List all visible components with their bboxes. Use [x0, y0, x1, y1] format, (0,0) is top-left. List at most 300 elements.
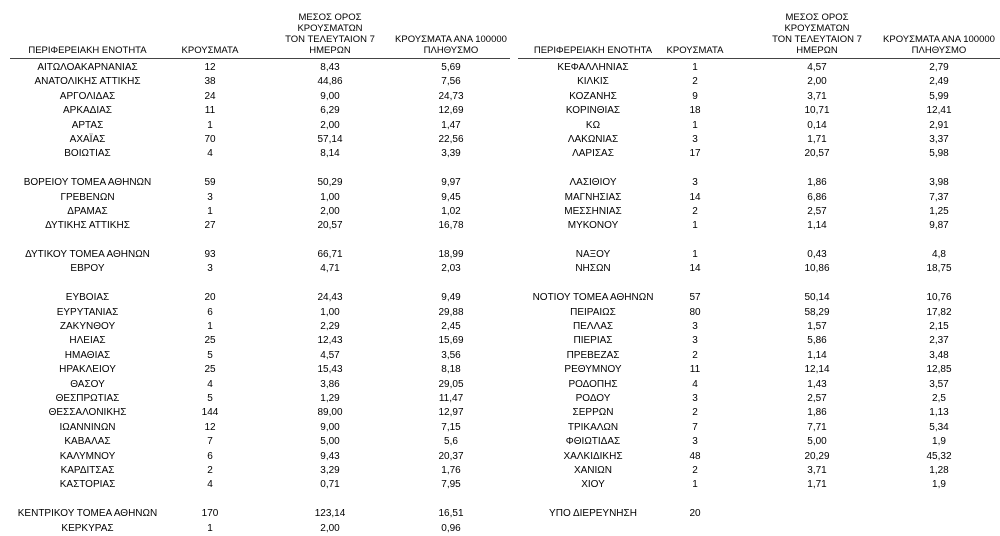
cell-per-100k: 15,69: [438, 335, 464, 347]
cell-average: 2,00: [320, 119, 340, 131]
cell-region: ΧΑΛΚΙΔΙΚΗΣ: [563, 450, 623, 462]
header-region: ΠΕΡΙΦΕΡΕΙΑΚΗ ΕΝΟΤΗΤΑ: [28, 45, 147, 56]
cell-per-100k: 1,9: [932, 436, 946, 448]
table-row: [518, 234, 1000, 248]
cell-per-100k: 2,91: [929, 119, 949, 131]
cell-cases: 4: [692, 378, 698, 390]
cell-cases: 6: [207, 450, 213, 462]
left-table-header: [10, 12, 510, 59]
left-table: [10, 0, 510, 534]
table-row: [10, 162, 510, 176]
cell-average: 24,43: [317, 292, 343, 304]
cell-average: 2,57: [807, 205, 827, 217]
cell-cases: 18: [689, 105, 701, 117]
cell-region: ΝΟΤΙΟΥ ΤΟΜΕΑ ΑΘΗΝΩΝ: [532, 292, 654, 304]
cell-average: 3,29: [320, 464, 340, 476]
table-row: [518, 363, 1000, 377]
cell-per-100k: 8,18: [441, 364, 461, 376]
cell-average: 0,71: [320, 479, 340, 491]
cell-per-100k: 20,37: [438, 450, 464, 462]
cell-cases: 1: [207, 321, 213, 333]
cell-per-100k: 29,88: [438, 306, 464, 318]
cell-cases: 12: [204, 62, 216, 73]
cell-region: ΠΕΙΡΑΙΩΣ: [570, 306, 616, 318]
cell-region: ΚΕΝΤΡΙΚΟΥ ΤΟΜΕΑ ΑΘΗΝΩΝ: [17, 508, 158, 520]
table-row: [518, 306, 1000, 320]
cell-per-100k: 24,73: [438, 90, 464, 102]
table-row: [518, 205, 1000, 219]
cell-cases: 70: [204, 133, 216, 145]
cell-per-100k: 17,82: [926, 306, 952, 318]
cell-average: 66,71: [317, 249, 343, 261]
cell-average: 3,71: [807, 464, 827, 476]
cell-average: 12,43: [317, 335, 343, 347]
cell-region: ΛΑΣΙΘΙΟΥ: [569, 177, 617, 189]
cell-region: ΠΕΛΛΑΣ: [572, 321, 614, 333]
cell-region: ΑΡΚΑΔΙΑΣ: [63, 105, 112, 117]
table-row: [10, 522, 510, 536]
cell-average: 0,14: [807, 119, 827, 131]
table-row: [518, 291, 1000, 305]
cell-per-100k: 12,41: [926, 105, 952, 117]
cell-cases: 48: [689, 450, 701, 462]
cell-per-100k: 1,02: [441, 205, 461, 217]
cell-cases: 9: [692, 90, 698, 102]
cell-per-100k: 11,47: [438, 392, 464, 404]
cell-cases: 4: [207, 479, 213, 491]
cell-average: 2,00: [320, 522, 340, 534]
table-row: [518, 435, 1000, 449]
cell-per-100k: 9,45: [441, 191, 461, 203]
cell-cases: 3: [692, 436, 698, 448]
cell-region: ΘΕΣΠΡΩΤΙΑΣ: [55, 392, 120, 404]
cell-per-100k: 1,25: [929, 205, 949, 217]
table-row: [518, 75, 1000, 89]
cell-region: ΡΕΘΥΜΝΟΥ: [564, 364, 622, 376]
cell-cases: 2: [692, 76, 698, 88]
cell-cases: 3: [692, 392, 698, 404]
cell-region: ΗΛΕΙΑΣ: [69, 335, 106, 347]
cell-cases: 7: [207, 436, 213, 448]
cell-average: 20,57: [317, 220, 343, 232]
cell-average: 3,71: [807, 90, 827, 102]
cell-average: 4,57: [807, 62, 827, 73]
table-row: [518, 248, 1000, 262]
table-row: [10, 90, 510, 104]
header-per-100k-line2: ΠΛΗΘΥΣΜΟ: [911, 45, 967, 56]
cell-average: 89,00: [317, 407, 343, 419]
cell-average: 4,71: [320, 263, 340, 275]
left-table-body: [10, 61, 510, 536]
cell-per-100k: 2,79: [929, 62, 949, 73]
table-row: [10, 119, 510, 133]
cell-region: ΧΑΝΙΩΝ: [573, 464, 613, 476]
table-row: [518, 277, 1000, 291]
table-row: [518, 119, 1000, 133]
cell-per-100k: 2,45: [441, 321, 461, 333]
cell-average: 9,43: [320, 450, 340, 462]
cell-region: ΘΕΣΣΑΛΟΝΙΚΗΣ: [48, 407, 127, 419]
table-row: [10, 450, 510, 464]
table-row: [518, 320, 1000, 334]
cell-cases: 3: [692, 177, 698, 189]
cell-cases: 1: [692, 479, 698, 491]
table-row: [518, 406, 1000, 420]
cell-region: ΑΧΑΪΑΣ: [69, 133, 106, 145]
table-row: [10, 334, 510, 348]
cell-per-100k: 9,87: [929, 220, 949, 232]
cell-region: ΗΡΑΚΛΕΙΟΥ: [59, 364, 116, 376]
cell-average: 1,86: [807, 407, 827, 419]
cell-region: ΠΡΕΒΕΖΑΣ: [566, 349, 620, 361]
header-per-100k: [878, 34, 1000, 56]
cell-cases: 1: [207, 522, 213, 534]
cell-per-100k: 1,76: [441, 464, 461, 476]
table-row: [518, 61, 1000, 75]
header-per-100k-line2: ΠΛΗΘΥΣΜΟ: [423, 45, 479, 56]
cell-cases: 25: [204, 335, 216, 347]
cell-region: ΣΕΡΡΩΝ: [572, 407, 614, 419]
cell-cases: 2: [692, 407, 698, 419]
cell-per-100k: 7,56: [441, 76, 461, 88]
cell-average: 8,14: [320, 148, 340, 160]
table-row: [10, 507, 510, 521]
cell-region: ΜΕΣΣΗΝΙΑΣ: [564, 205, 622, 217]
header-region: ΠΕΡΙΦΕΡΕΙΑΚΗ ΕΝΟΤΗΤΑ: [533, 45, 653, 56]
cell-region: ΘΑΣΟΥ: [70, 378, 105, 390]
cell-average: 5,86: [807, 335, 827, 347]
header-per-100k: [395, 34, 507, 56]
cell-per-100k: 7,15: [441, 421, 461, 433]
cell-cases: 14: [689, 191, 701, 203]
cell-cases: 5: [207, 349, 213, 361]
cell-cases: 2: [692, 205, 698, 217]
cell-per-100k: 3,56: [441, 349, 461, 361]
table-row: [518, 147, 1000, 161]
cell-region: ΑΡΓΟΛΙΔΑΣ: [59, 90, 116, 102]
cell-per-100k: 12,97: [438, 407, 464, 419]
cell-average: 1,14: [807, 220, 827, 232]
cell-per-100k: 5,69: [441, 62, 461, 73]
cell-region: ΖΑΚΥΝΘΟΥ: [59, 321, 116, 333]
cell-per-100k: 1,13: [929, 407, 949, 419]
header-average-line2: ΤΟΝ ΤΕΛΕΥΤΑΙΟΝ 7: [772, 34, 862, 45]
header-average-line2: ΤΟΝ ΤΕΛΕΥΤΑΙΟΝ 7: [285, 34, 375, 45]
cell-cases: 5: [207, 392, 213, 404]
cell-per-100k: 5,6: [444, 436, 458, 448]
cell-average: 10,86: [804, 263, 830, 275]
cell-region: ΜΑΓΝΗΣΙΑΣ: [564, 191, 622, 203]
cell-average: 58,29: [804, 306, 830, 318]
cell-region: ΒΟΙΩΤΙΑΣ: [64, 148, 111, 160]
cell-cases: 59: [204, 177, 216, 189]
cell-region: ΚΕΡΚΥΡΑΣ: [61, 522, 114, 534]
table-row: [518, 162, 1000, 176]
cell-per-100k: 7,37: [929, 191, 949, 203]
cell-region: ΚΑΛΥΜΝΟΥ: [59, 450, 116, 462]
header-average-line3: ΗΜΕΡΩΝ: [309, 45, 351, 56]
cell-per-100k: 1,9: [932, 479, 946, 491]
cell-per-100k: 3,48: [929, 349, 949, 361]
cell-cases: 1: [692, 119, 698, 131]
cell-region: ΑΝΑΤΟΛΙΚΗΣ ΑΤΤΙΚΗΣ: [34, 76, 141, 88]
cell-average: 4,57: [320, 349, 340, 361]
cell-cases: 25: [204, 364, 216, 376]
cell-per-100k: 3,39: [441, 148, 461, 160]
cell-per-100k: 3,57: [929, 378, 949, 390]
table-row: [10, 205, 510, 219]
table-row: [518, 104, 1000, 118]
cell-average: 57,14: [317, 133, 343, 145]
table-row: [10, 435, 510, 449]
table-row: [10, 133, 510, 147]
cell-region: ΒΟΡΕΙΟΥ ΤΟΜΕΑ ΑΘΗΝΩΝ: [23, 177, 152, 189]
cell-average: 1,57: [807, 321, 827, 333]
cell-average: 6,29: [320, 105, 340, 117]
cell-region: ΚΑΡΔΙΤΣΑΣ: [60, 464, 115, 476]
cell-region: ΑΡΤΑΣ: [71, 119, 104, 131]
right-table-body: [518, 61, 1000, 522]
cell-average: 44,86: [317, 76, 343, 88]
cell-average: 9,00: [320, 421, 340, 433]
cell-cases: 3: [207, 263, 213, 275]
cell-average: 2,00: [807, 76, 827, 88]
header-per-100k-line1: ΚΡΟΥΣΜΑΤΑ ΑΝΑ 100000: [395, 34, 507, 45]
header-average-line3: ΗΜΕΡΩΝ: [796, 45, 838, 56]
table-row: [10, 378, 510, 392]
cell-cases: 11: [204, 105, 216, 117]
table-row: [518, 493, 1000, 507]
cell-per-100k: 2,15: [929, 321, 949, 333]
cell-region: ΚΙΛΚΙΣ: [577, 76, 609, 88]
cell-cases: 80: [689, 306, 701, 318]
cell-average: 15,43: [317, 364, 343, 376]
header-average: [270, 12, 390, 56]
cell-region: ΚΑΣΤΟΡΙΑΣ: [59, 479, 116, 491]
cell-per-100k: 2,5: [932, 392, 946, 404]
header-average: [754, 12, 880, 56]
header-cases: ΚΡΟΥΣΜΑΤΑ: [181, 45, 239, 56]
cell-cases: 38: [204, 76, 216, 88]
cell-cases: 6: [207, 306, 213, 318]
cell-cases: 93: [204, 249, 216, 261]
cell-cases: 2: [692, 464, 698, 476]
table-row: [10, 61, 510, 75]
cell-region: ΚΩ: [585, 119, 601, 131]
cell-region: ΗΜΑΘΙΑΣ: [64, 349, 111, 361]
header-cases: ΚΡΟΥΣΜΑΤΑ: [666, 45, 724, 56]
cell-average: 2,00: [320, 205, 340, 217]
cell-average: 3,86: [320, 378, 340, 390]
header-average-line1: ΜΕΣΟΣ ΟΡΟΣ ΚΡΟΥΣΜΑΤΩΝ: [297, 12, 363, 34]
cell-cases: 1: [692, 220, 698, 232]
cell-per-100k: 4,8: [932, 249, 946, 261]
cell-per-100k: 2,03: [441, 263, 461, 275]
cell-region: ΚΕΦΑΛΛΗΝΙΑΣ: [557, 62, 629, 73]
cell-per-100k: 29,05: [438, 378, 464, 390]
table-row: [518, 450, 1000, 464]
cell-region: ΥΠΟ ΔΙΕΡΕΥΝΗΣΗ: [549, 508, 637, 520]
table-row: [518, 133, 1000, 147]
cell-cases: 3: [692, 321, 698, 333]
cell-per-100k: 5,99: [929, 90, 949, 102]
cell-average: 1,00: [320, 306, 340, 318]
cell-region: ΕΥΒΟΙΑΣ: [65, 292, 110, 304]
cell-average: 12,14: [804, 364, 830, 376]
table-row: [10, 219, 510, 233]
cell-cases: 1: [207, 119, 213, 131]
cell-region: ΝΑΞΟΥ: [575, 249, 611, 261]
cell-cases: 57: [689, 292, 701, 304]
cell-region: ΕΥΡΥΤΑΝΙΑΣ: [56, 306, 119, 318]
cell-region: ΧΙΟΥ: [581, 479, 605, 491]
cell-per-100k: 5,98: [929, 148, 949, 160]
cell-cases: 20: [204, 292, 216, 304]
table-row: [10, 147, 510, 161]
table-row: [10, 421, 510, 435]
cell-cases: 12: [204, 421, 216, 433]
cell-average: 2,57: [807, 392, 827, 404]
cell-average: 6,86: [807, 191, 827, 203]
cell-cases: 17: [689, 148, 701, 160]
cell-per-100k: 16,78: [438, 220, 464, 232]
cell-region: ΦΘΙΩΤΙΔΑΣ: [565, 436, 621, 448]
cell-cases: 24: [204, 90, 216, 102]
cell-region: ΑΙΤΩΛΟΑΚΑΡΝΑΝΙΑΣ: [37, 62, 138, 73]
table-row: [518, 378, 1000, 392]
cell-per-100k: 16,51: [438, 508, 464, 520]
cell-region: ΡΟΔΟΠΗΣ: [568, 378, 618, 390]
cell-cases: 3: [692, 335, 698, 347]
cell-region: ΛΑΡΙΣΑΣ: [572, 148, 614, 160]
table-row: [518, 90, 1000, 104]
cell-per-100k: 9,97: [441, 177, 461, 189]
cell-average: 20,57: [804, 148, 830, 160]
table-row: [518, 219, 1000, 233]
table-row: [518, 262, 1000, 276]
cell-per-100k: 2,49: [929, 76, 949, 88]
cell-per-100k: 18,99: [438, 249, 464, 261]
cell-region: ΚΟΡΙΝΘΙΑΣ: [565, 105, 621, 117]
header-per-100k-line1: ΚΡΟΥΣΜΑΤΑ ΑΝΑ 100000: [883, 34, 995, 45]
table-row: [10, 363, 510, 377]
cell-average: 50,14: [804, 292, 830, 304]
cell-region: ΙΩΑΝΝΙΝΩΝ: [59, 421, 116, 433]
table-row: [10, 234, 510, 248]
cell-per-100k: 12,85: [926, 364, 952, 376]
cell-per-100k: 2,37: [929, 335, 949, 347]
table-row: [10, 406, 510, 420]
cell-per-100k: 45,32: [926, 450, 952, 462]
cell-cases: 1: [692, 249, 698, 261]
cell-region: ΝΗΣΩΝ: [575, 263, 611, 275]
table-row: [10, 291, 510, 305]
cell-per-100k: 9,49: [441, 292, 461, 304]
cell-cases: 3: [207, 191, 213, 203]
cell-per-100k: 3,37: [929, 133, 949, 145]
cell-region: ΓΡΕΒΕΝΩΝ: [60, 191, 115, 203]
cell-average: 1,00: [320, 191, 340, 203]
cell-cases: 2: [692, 349, 698, 361]
cell-cases: 2: [207, 464, 213, 476]
table-row: [10, 349, 510, 363]
table-row: [10, 248, 510, 262]
table-row: [10, 75, 510, 89]
table-row: [10, 277, 510, 291]
cell-average: 1,14: [807, 349, 827, 361]
cell-region: ΔΥΤΙΚΟΥ ΤΟΜΕΑ ΑΘΗΝΩΝ: [25, 249, 150, 261]
cell-per-100k: 0,96: [441, 522, 461, 534]
table-row: [10, 493, 510, 507]
cell-region: ΚΟΖΑΝΗΣ: [569, 90, 617, 102]
table-row: [518, 507, 1000, 521]
cell-cases: 3: [692, 133, 698, 145]
cell-average: 1,71: [807, 479, 827, 491]
cell-per-100k: 1,28: [929, 464, 949, 476]
cell-region: ΤΡΙΚΑΛΩΝ: [567, 421, 619, 433]
table-row: [10, 176, 510, 190]
cell-region: ΚΑΒΑΛΑΣ: [64, 436, 111, 448]
table-row: [518, 392, 1000, 406]
cell-region: ΠΙΕΡΙΑΣ: [573, 335, 613, 347]
table-row: [518, 464, 1000, 478]
cell-region: ΡΟΔΟΥ: [575, 392, 611, 404]
cell-region: ΔΥΤΙΚΗΣ ΑΤΤΙΚΗΣ: [45, 220, 130, 232]
cell-cases: 14: [689, 263, 701, 275]
table-row: [10, 262, 510, 276]
table-row: [10, 104, 510, 118]
cell-per-100k: 1,47: [441, 119, 461, 131]
cell-cases: 1: [207, 205, 213, 217]
cell-per-100k: 10,76: [926, 292, 952, 304]
cell-per-100k: 22,56: [438, 133, 464, 145]
right-table-header: [518, 12, 1000, 59]
table-row: [518, 176, 1000, 190]
cell-average: 7,71: [807, 421, 827, 433]
cell-cases: 20: [689, 508, 701, 520]
table-row: [10, 191, 510, 205]
table-row: [10, 392, 510, 406]
cell-average: 5,00: [807, 436, 827, 448]
cell-per-100k: 7,95: [441, 479, 461, 491]
cell-average: 1,29: [320, 392, 340, 404]
cell-average: 50,29: [317, 177, 343, 189]
cell-region: ΛΑΚΩΝΙΑΣ: [567, 133, 619, 145]
header-average-line1: ΜΕΣΟΣ ΟΡΟΣ ΚΡΟΥΣΜΑΤΩΝ: [784, 12, 850, 34]
cell-average: 5,00: [320, 436, 340, 448]
cell-cases: 27: [204, 220, 216, 232]
cell-average: 2,29: [320, 321, 340, 333]
cell-cases: 1: [692, 62, 698, 73]
table-row: [518, 478, 1000, 492]
table-row: [10, 478, 510, 492]
right-table: [518, 0, 1000, 528]
cell-region: ΜΥΚΟΝΟΥ: [567, 220, 619, 232]
cell-average: 1,71: [807, 133, 827, 145]
cell-cases: 4: [207, 148, 213, 160]
cell-region: ΕΒΡΟΥ: [70, 263, 105, 275]
cell-average: 0,43: [807, 249, 827, 261]
cell-average: 123,14: [314, 508, 346, 520]
cell-average: 1,43: [807, 378, 827, 390]
cell-average: 9,00: [320, 90, 340, 102]
cell-per-100k: 5,34: [929, 421, 949, 433]
table-row: [10, 320, 510, 334]
cell-cases: 144: [201, 407, 219, 419]
cell-per-100k: 12,69: [438, 105, 464, 117]
cell-cases: 7: [692, 421, 698, 433]
cell-per-100k: 3,98: [929, 177, 949, 189]
